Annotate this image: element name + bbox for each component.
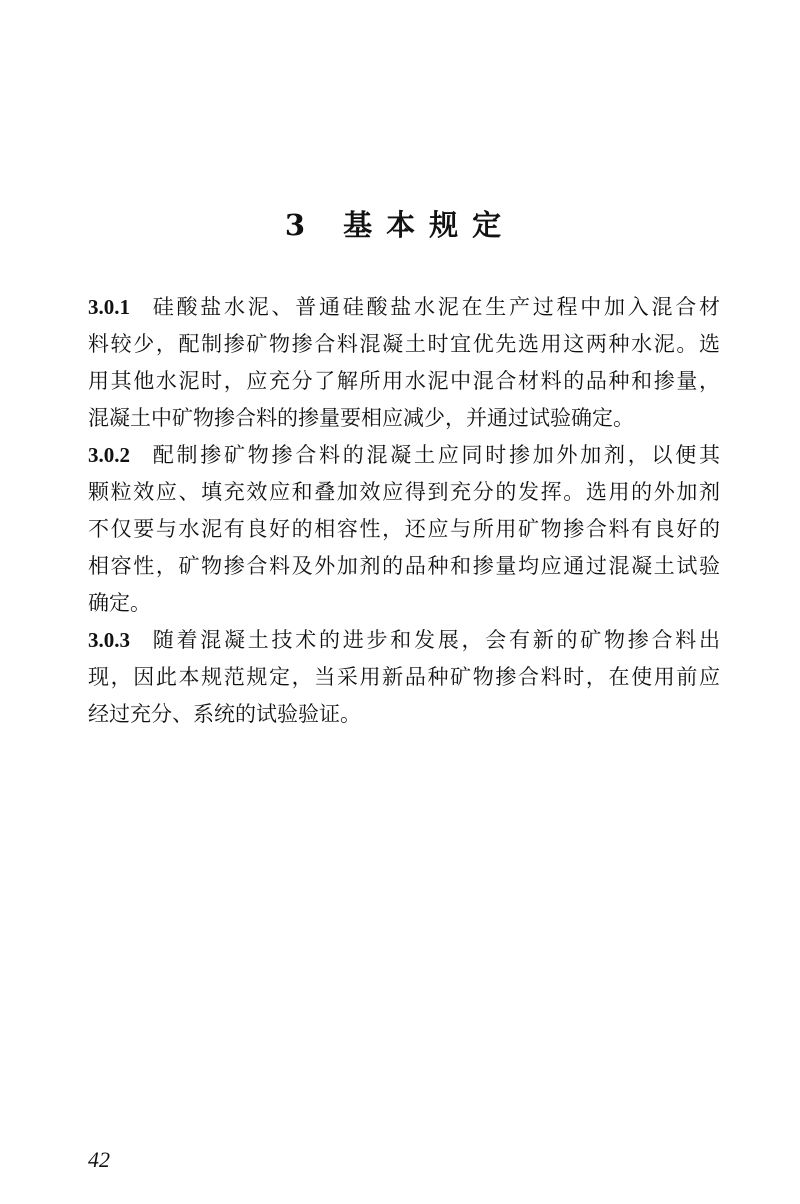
clause-text: 现，因此本规范规定，当采用新品种矿物掺合料时，在使用前应 (88, 665, 720, 689)
chapter-title: 3 基本规定 (284, 208, 516, 242)
clause-number: 3.0.3 (88, 628, 130, 652)
clause-text: 确定。 (88, 591, 151, 615)
clause-text: 料较少，配制掺矿物掺合料混凝土时宜优先选用这两种水泥。选 (88, 332, 720, 356)
clause-text: 配制掺矿物掺合料的混凝土应同时掺加外加剂，以便其 (150, 443, 720, 467)
clause-3-0-3 (88, 622, 720, 733)
clause-text: 随着混凝土技术的进步和发展，会有新的矿物掺合料出 (150, 628, 720, 652)
clause-3-0-1 (88, 289, 720, 437)
clause-text: 不仅要与水泥有良好的相容性，还应与所用矿物掺合料有良好的 (88, 517, 720, 541)
page-number: 42 (88, 1147, 110, 1172)
clause-text: 经过充分、系统的试验验证。 (88, 702, 361, 726)
clause-3-0-2 (88, 437, 720, 622)
clause-text: 颗粒效应、填充效应和叠加效应得到充分的发挥。选用的外加剂 (88, 480, 720, 504)
clause-text: 相容性，矿物掺合料及外加剂的品种和掺量均应通过混凝土试验 (88, 554, 720, 578)
clauses (88, 289, 720, 733)
clause-text: 硅酸盐水泥、普通硅酸盐水泥在生产过程中加入混合材 (150, 295, 720, 319)
clause-text: 用其他水泥时，应充分了解所用水泥中混合材料的品种和掺量， (88, 369, 720, 393)
clause-number: 3.0.2 (88, 443, 130, 467)
clause-text: 混凝土中矿物掺合料的掺量要相应减少，并通过试验确定。 (88, 406, 634, 430)
clause-number: 3.0.1 (88, 295, 130, 319)
